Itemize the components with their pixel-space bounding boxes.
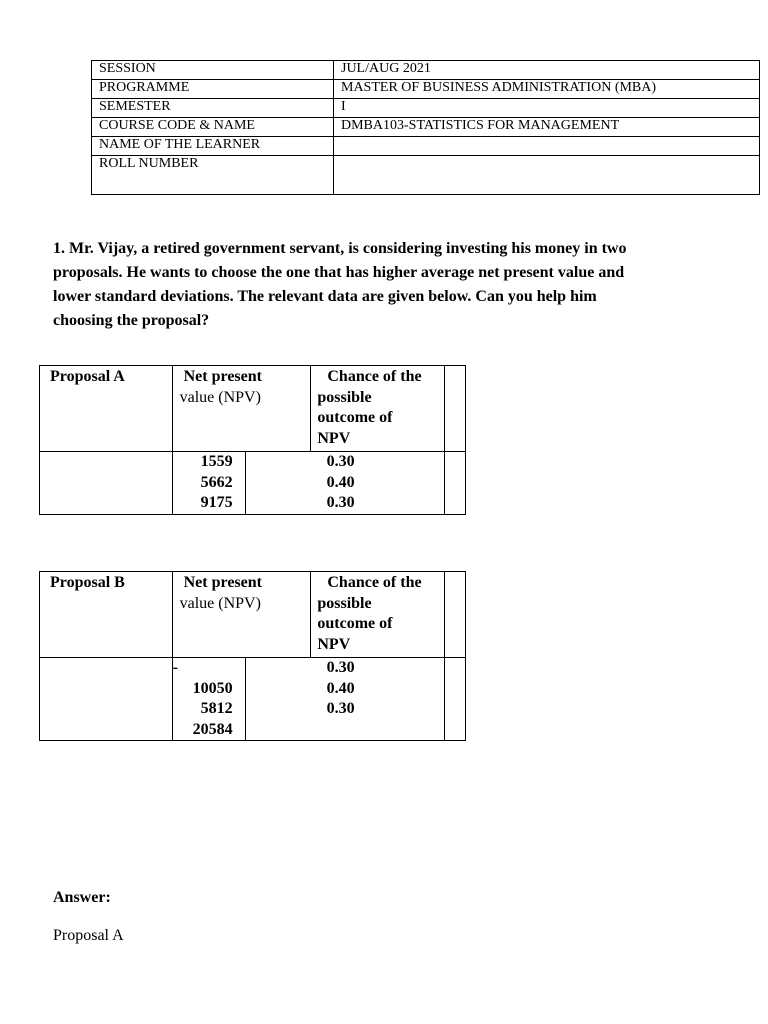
npv-value: 1559 bbox=[200, 453, 233, 470]
roll-number-field[interactable] bbox=[334, 156, 760, 195]
learner-name-field[interactable] bbox=[334, 137, 760, 156]
npv-values bbox=[172, 452, 245, 515]
info-row-roll-number bbox=[92, 156, 760, 195]
empty-cell bbox=[445, 572, 466, 658]
info-label: NAME OF THE LEARNER bbox=[92, 137, 334, 156]
chance-values bbox=[245, 658, 444, 741]
table-row bbox=[40, 658, 466, 741]
info-row-semester bbox=[92, 99, 760, 118]
npv-value: 5662 bbox=[200, 473, 233, 491]
info-label: ROLL NUMBER bbox=[92, 156, 334, 195]
npv-header-line: value (NPV) bbox=[179, 594, 261, 612]
question-text bbox=[53, 237, 713, 333]
table-header-row bbox=[40, 572, 466, 658]
question-line: 1. Mr. Vijay, a retired government servant, is considering investing his money in two bbox=[53, 240, 627, 257]
chance-value: 0.30 bbox=[326, 700, 355, 717]
npv-header bbox=[172, 572, 311, 658]
info-value: JUL/AUG 2021 bbox=[334, 61, 760, 80]
empty-cell bbox=[445, 658, 466, 741]
chance-value: 0.40 bbox=[326, 473, 355, 491]
chance-value: 0.40 bbox=[326, 679, 355, 697]
info-row-session bbox=[92, 61, 760, 80]
chance-value: 0.30 bbox=[326, 494, 355, 511]
npv-value: - bbox=[172, 659, 178, 676]
npv-values bbox=[172, 658, 245, 741]
npv-header-line: value (NPV) bbox=[179, 388, 261, 406]
chance-header-line: possible bbox=[317, 594, 372, 612]
chance-header-line: NPV bbox=[317, 635, 351, 653]
npv-value: 5812 bbox=[200, 700, 233, 717]
chance-header-line: outcome of bbox=[317, 615, 393, 632]
question-line: proposals. He wants to choose the one that has higher average net present value and bbox=[53, 264, 625, 281]
info-label: PROGRAMME bbox=[92, 80, 334, 99]
answer-label: Answer: bbox=[53, 889, 111, 906]
chance-header-line: Chance of the bbox=[327, 368, 422, 385]
question-line: choosing the proposal? bbox=[53, 312, 210, 329]
proposal-a-table bbox=[39, 365, 466, 515]
info-row-programme bbox=[92, 80, 760, 99]
npv-value: 9175 bbox=[200, 494, 233, 511]
info-label: COURSE CODE & NAME bbox=[92, 118, 334, 137]
chance-values bbox=[245, 452, 444, 515]
info-label: SEMESTER bbox=[92, 99, 334, 118]
info-row-course bbox=[92, 118, 760, 137]
info-label: SESSION bbox=[92, 61, 334, 80]
npv-header-line: Net present bbox=[183, 368, 262, 385]
chance-header-line: NPV bbox=[317, 429, 351, 447]
npv-value: 20584 bbox=[192, 720, 233, 738]
chance-header-line: outcome of bbox=[317, 409, 393, 426]
info-row-learner-name bbox=[92, 137, 760, 156]
answer-value: Proposal A bbox=[53, 927, 124, 944]
empty-cell bbox=[40, 452, 173, 515]
chance-header bbox=[311, 572, 445, 658]
npv-header-line: Net present bbox=[183, 574, 262, 591]
empty-cell bbox=[445, 452, 466, 515]
empty-cell bbox=[445, 366, 466, 452]
info-value: MASTER OF BUSINESS ADMINISTRATION (MBA) bbox=[334, 80, 760, 99]
chance-header-line: Chance of the bbox=[327, 574, 422, 591]
table-header-row bbox=[40, 366, 466, 452]
info-value: DMBA103-STATISTICS FOR MANAGEMENT bbox=[334, 118, 760, 137]
chance-header bbox=[311, 366, 445, 452]
course-info-table bbox=[91, 60, 760, 195]
empty-cell bbox=[40, 658, 173, 741]
proposal-b-table bbox=[39, 571, 466, 741]
npv-header bbox=[172, 366, 311, 452]
chance-value: 0.30 bbox=[326, 453, 355, 470]
npv-value: 10050 bbox=[192, 679, 233, 697]
table-row bbox=[40, 452, 466, 515]
info-value: I bbox=[334, 99, 760, 118]
proposal-name: Proposal A bbox=[40, 366, 173, 452]
question-line: lower standard deviations. The relevant data are given below. Can you help him bbox=[53, 288, 597, 305]
chance-header-line: possible bbox=[317, 388, 372, 406]
chance-value: 0.30 bbox=[326, 659, 355, 676]
proposal-name: Proposal B bbox=[40, 572, 173, 658]
